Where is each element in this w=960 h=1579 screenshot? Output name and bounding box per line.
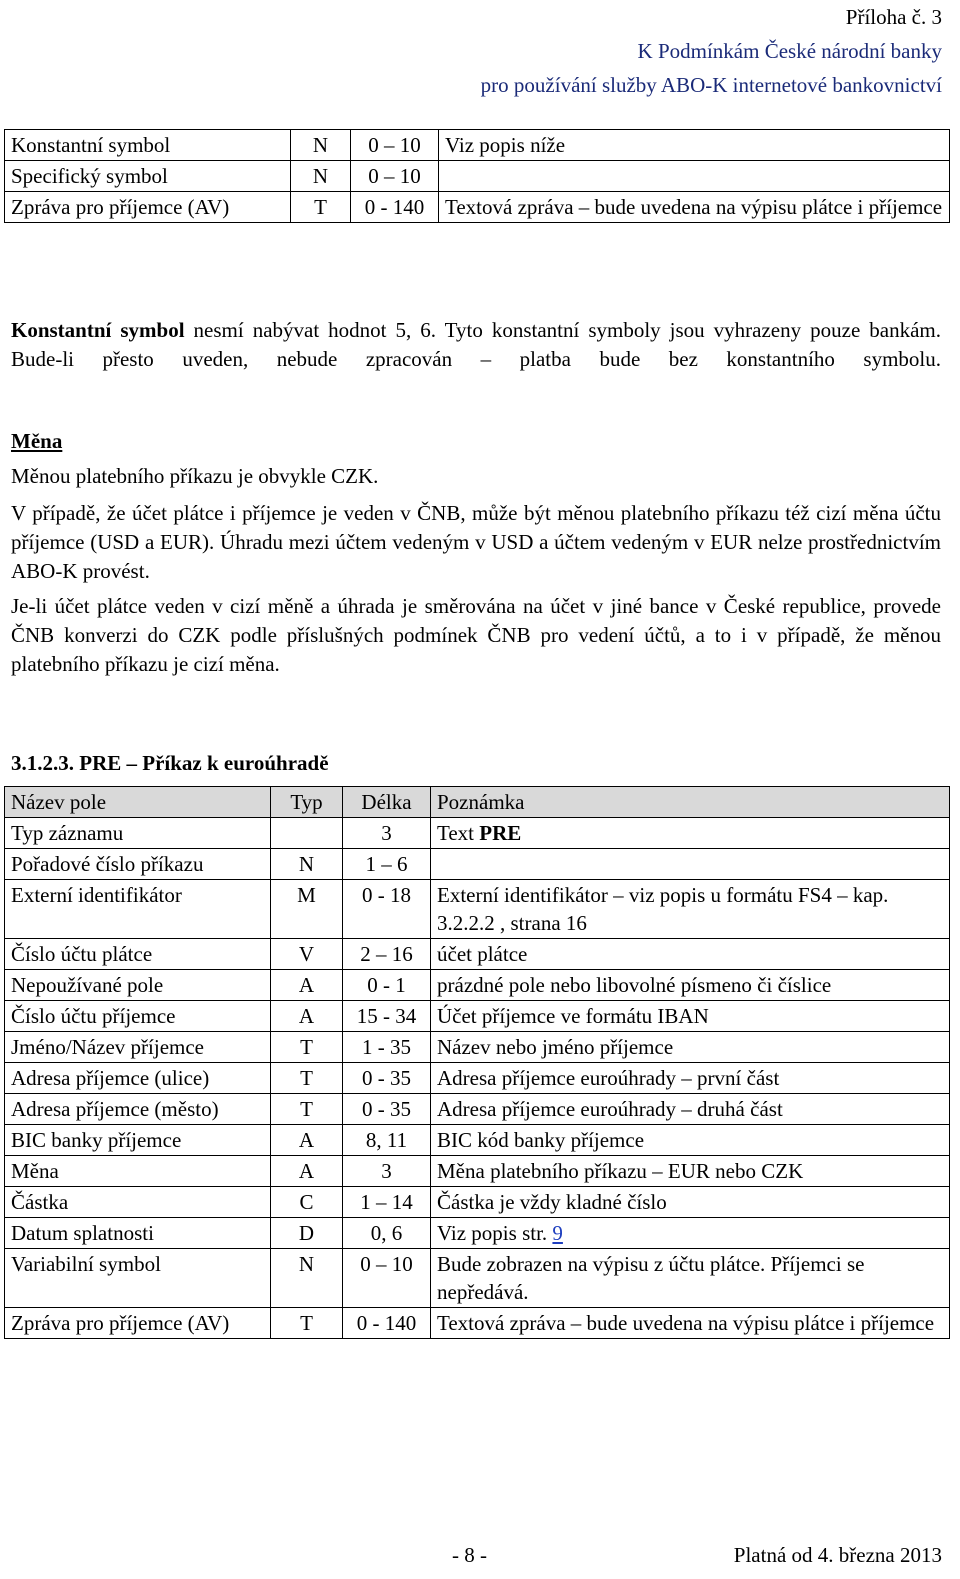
- table-row: [5, 161, 950, 192]
- cell: Částka: [5, 1187, 271, 1218]
- cell: Číslo účtu příjemce: [5, 1001, 271, 1032]
- cell: Adresa příjemce euroúhrady – druhá část: [431, 1094, 950, 1125]
- cell: Konstantní symbol: [5, 130, 291, 161]
- table-row: [5, 1187, 950, 1218]
- cell: N: [291, 130, 351, 161]
- cell: 8, 11: [343, 1125, 431, 1156]
- cell: 0 - 18: [343, 880, 431, 939]
- table-pre-fields: [4, 786, 950, 1339]
- cell-bold: PRE: [479, 821, 522, 845]
- table-row: [5, 880, 950, 939]
- cell: 3: [343, 818, 431, 849]
- cell: 1 - 35: [343, 1032, 431, 1063]
- table-row: [5, 1156, 950, 1187]
- cell: 0 - 35: [343, 1063, 431, 1094]
- cell: T: [271, 1094, 343, 1125]
- cell: V: [271, 939, 343, 970]
- cell: Bude zobrazen na výpisu z účtu plátce. Příjemci se nepředává.: [431, 1249, 950, 1308]
- column-header: Délka: [343, 787, 431, 818]
- cell: 0 - 1: [343, 970, 431, 1001]
- table-row: [5, 130, 950, 161]
- cell: Externí identifikátor – viz popis u formátu FS4 – kap. 3.2.2.2 , strana 16: [431, 880, 950, 939]
- cell: 0 - 140: [351, 192, 439, 223]
- cell-text: Text: [437, 821, 480, 845]
- cell: Měna: [5, 1156, 271, 1187]
- table-row: [5, 1063, 950, 1094]
- cell-text: Viz popis str.: [437, 1221, 553, 1245]
- header-title: K Podmínkám České národní banky: [637, 39, 942, 63]
- cell: N: [291, 161, 351, 192]
- cell: A: [271, 1001, 343, 1032]
- cell: T: [271, 1308, 343, 1339]
- cell: Název nebo jméno příjemce: [431, 1032, 950, 1063]
- cell: A: [271, 970, 343, 1001]
- cell: T: [271, 1063, 343, 1094]
- table-header-row: [5, 787, 950, 818]
- cell: 15 - 34: [343, 1001, 431, 1032]
- table-row: [5, 939, 950, 970]
- cell: Externí identifikátor: [5, 880, 271, 939]
- table-row: [5, 1001, 950, 1032]
- cell: BIC kód banky příjemce: [431, 1125, 950, 1156]
- heading-currency: [11, 427, 941, 456]
- cell: 1 – 6: [343, 849, 431, 880]
- cell: [439, 161, 950, 192]
- cell: 0 - 140: [343, 1308, 431, 1339]
- cell: 0 – 10: [351, 130, 439, 161]
- cell: [431, 1218, 950, 1249]
- cell: 1 – 14: [343, 1187, 431, 1218]
- bold-term: Konstantní symbol: [11, 318, 185, 342]
- column-header: Poznámka: [431, 787, 950, 818]
- table-row: [5, 1249, 950, 1308]
- appendix-label: Příloha č. 3: [845, 5, 942, 29]
- cell: N: [271, 849, 343, 880]
- cell: Specifický symbol: [5, 161, 291, 192]
- cell: 0 – 10: [351, 161, 439, 192]
- cell: Nepoužívané pole: [5, 970, 271, 1001]
- cell: Typ záznamu: [5, 818, 271, 849]
- cell: 0 – 10: [343, 1249, 431, 1308]
- heading-text: Měna: [11, 429, 63, 453]
- cell: Částka je vždy kladné číslo: [431, 1187, 950, 1218]
- cell: A: [271, 1156, 343, 1187]
- cell: Jméno/Název příjemce: [5, 1032, 271, 1063]
- cell: A: [271, 1125, 343, 1156]
- cell: Textová zpráva – bude uvedena na výpisu plátce i příjemce: [439, 192, 950, 223]
- cell: 2 – 16: [343, 939, 431, 970]
- cell: Adresa příjemce (ulice): [5, 1063, 271, 1094]
- cell: Viz popis níže: [439, 130, 950, 161]
- validity-date: Platná od 4. března 2013: [733, 1543, 942, 1567]
- cell: T: [291, 192, 351, 223]
- cell: Adresa příjemce euroúhrady – první část: [431, 1063, 950, 1094]
- table-row: [5, 1308, 950, 1339]
- paragraph-text: nesmí nabývat hodnot 5, 6. Tyto konstantní symboly jsou vyhrazeny pouze bankám. Bude-li přesto uveden, nebude zpracován – platba bude bez konstantního symbolu.: [11, 318, 941, 371]
- cell: Datum splatnosti: [5, 1218, 271, 1249]
- cell: T: [271, 1032, 343, 1063]
- cell: 3: [343, 1156, 431, 1187]
- paragraph-currency-cnb: V případě, že účet plátce i příjemce je veden v ČNB, může být měnou platebního příkazu též cizí měna účtu příjemce (USD a EUR). Úhradu mezi účtem vedeným v USD a účtem vedeným v EUR nelze prostřednictvím ABO-K provést.: [11, 501, 941, 583]
- page-number: - 8 -: [452, 1543, 487, 1567]
- cell: C: [271, 1187, 343, 1218]
- cell: N: [271, 1249, 343, 1308]
- header-subtitle: pro používání služby ABO-K internetové bankovnictví: [480, 73, 942, 97]
- cell: prázdné pole nebo libovolné písmeno či číslice: [431, 970, 950, 1001]
- table-row: [5, 849, 950, 880]
- cell: Zpráva pro příjemce (AV): [5, 1308, 271, 1339]
- cell: Pořadové číslo příkazu: [5, 849, 271, 880]
- table-row: [5, 1218, 950, 1249]
- table-row: [5, 1125, 950, 1156]
- cell: D: [271, 1218, 343, 1249]
- table-row: [5, 192, 950, 223]
- cell: 0, 6: [343, 1218, 431, 1249]
- cell: Variabilní symbol: [5, 1249, 271, 1308]
- table-row: [5, 1032, 950, 1063]
- cell: [431, 818, 950, 849]
- cell: M: [271, 880, 343, 939]
- cell: Textová zpráva – bude uvedena na výpisu plátce i příjemce: [431, 1308, 950, 1339]
- paragraph-currency-conversion: Je-li účet plátce veden v cizí měně a úhrada je směrována na účet v jiné bance v České republice, provede ČNB konverzi do CZK podle příslušných podmínek ČNB pro vedení účtů, a to i v případě, že měnou platebního příkazu je cizí měna.: [11, 594, 941, 676]
- cell: Účet příjemce ve formátu IBAN: [431, 1001, 950, 1032]
- cell: Zpráva pro příjemce (AV): [5, 192, 291, 223]
- page-header: [481, 0, 942, 102]
- table-symbols: [4, 129, 950, 223]
- cell: BIC banky příjemce: [5, 1125, 271, 1156]
- cell: účet plátce: [431, 939, 950, 970]
- cell: [271, 818, 343, 849]
- cell: Číslo účtu plátce: [5, 939, 271, 970]
- table-row: [5, 1094, 950, 1125]
- page-reference-link[interactable]: 9: [552, 1221, 563, 1245]
- table-row: [5, 818, 950, 849]
- paragraph-currency-default: Měnou platebního příkazu je obvykle CZK.: [11, 464, 379, 488]
- cell: Měna platebního příkazu – EUR nebo CZK: [431, 1156, 950, 1187]
- table-row: [5, 970, 950, 1001]
- section-heading: 3.1.2.3. PRE – Příkaz k euroúhradě: [11, 751, 329, 775]
- cell: [431, 849, 950, 880]
- cell: 0 - 35: [343, 1094, 431, 1125]
- paragraph-constant-symbol: [11, 316, 941, 374]
- column-header: Typ: [271, 787, 343, 818]
- cell: Adresa příjemce (město): [5, 1094, 271, 1125]
- column-header: Název pole: [5, 787, 271, 818]
